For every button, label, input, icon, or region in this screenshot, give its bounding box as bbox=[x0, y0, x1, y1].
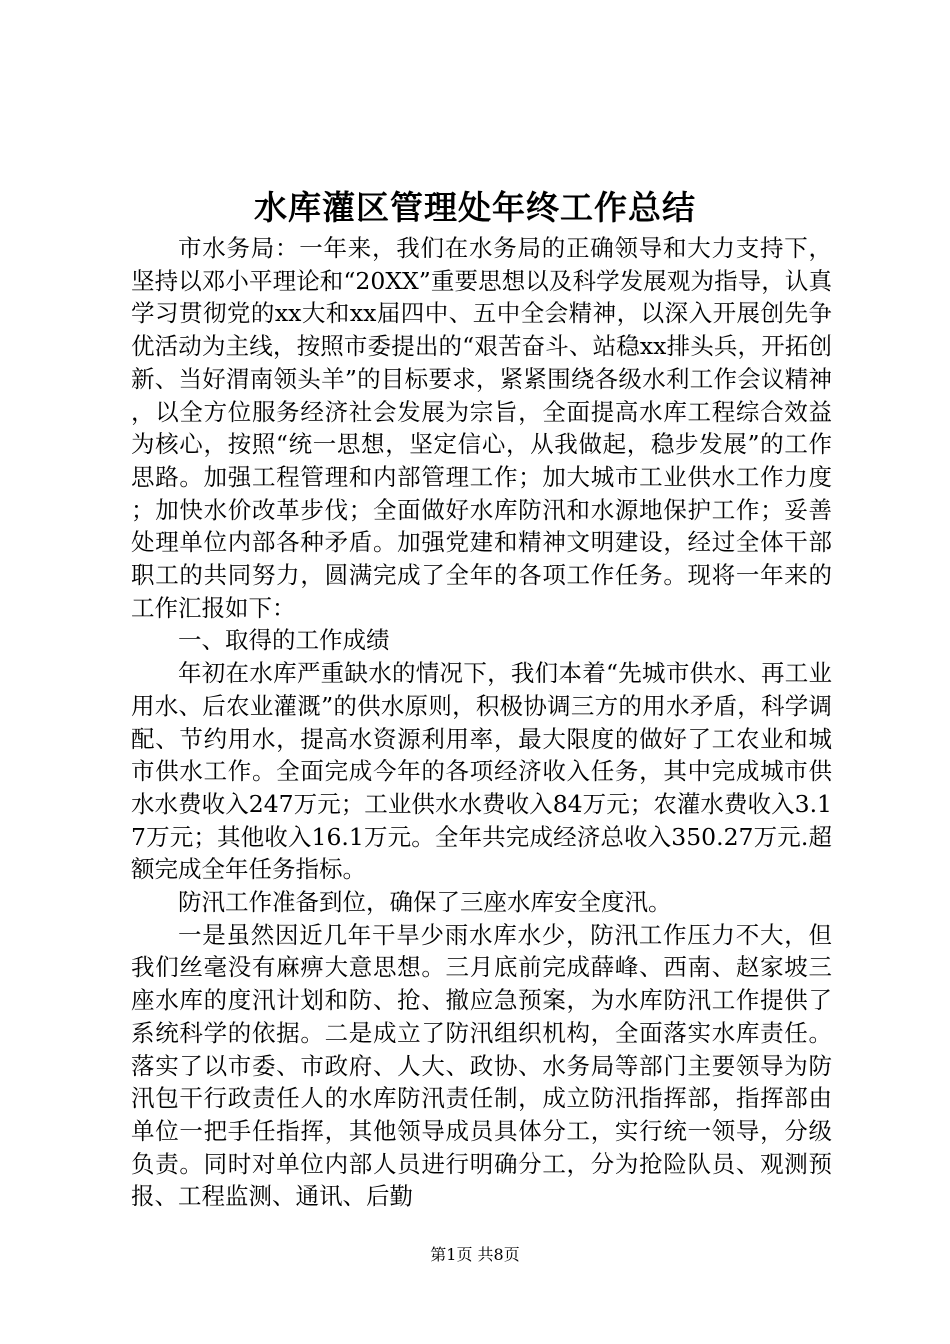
document-title: 水库灌区管理处年终工作总结 bbox=[254, 188, 696, 227]
section-heading-achievements: 一、取得的工作成绩 bbox=[178, 626, 390, 655]
document-body bbox=[131, 232, 832, 1213]
paragraph-flood-control-details: 一是虽然因近几年干旱少雨水库水少，防汛工作压力不大，但我们丝毫没有麻痹大意思想。三月底前完成薛峰、西南、赵家坡三座水库的度汛计划和防、抢、撤应急预案，为水库防汛工作提供了系统科学的依据。二是成立了防汛组织机构，全面落实水库责任。落实了以市委、市政府、人大、政协、水务局等部门主要领导为防汛包干行政责任人的水库防汛责任制，成立防汛指挥部，指挥部由单位一把手任指挥，其他领导成员具体分工，实行统一领导，分级负责。同时对单位内部人员进行明确分工，分为抢险队员、观测预报、工程监测、通讯、后勤 bbox=[131, 920, 832, 1211]
paragraph-flood-control-summary: 防汛工作准备到位，确保了三座水库安全度汛。 bbox=[178, 888, 672, 917]
page-number-footer: 第1页 共8页 bbox=[430, 1245, 520, 1264]
paragraph-intro: 市水务局：一年来，我们在水务局的正确领导和大力支持下，坚持以邓小平理论和“20XX”重要思想以及科学发展观为指导，认真学习贯彻党的xx大和xx届四中、五中全会精神，以深入开展创先争优活动为主线，按照市委提出的“艰苦奋斗、站稳xx排头兵，开拓创新、当好渭南领头羊”的目标要求，紧紧围绕各级水利工作会议精神，以全方位服务经济社会发展为宗旨，全面提高水库工程综合效益为核心，按照“统一思想，坚定信心，从我做起，稳步发展”的工作思路。加强工程管理和内部管理工作；加大城市工业供水工作力度；加快水价改革步伐；全面做好水库防汛和水源地保护工作；妥善处理单位内部各种矛盾。加强党建和精神文明建设，经过全体干部职工的共同努力，圆满完成了全年的各项工作任务。现将一年来的工作汇报如下： bbox=[131, 234, 832, 622]
paragraph-water-supply: 年初在水库严重缺水的情况下，我们本着“先城市供水、再工业用水、后农业灌溉”的供水原则，积极协调三方的用水矛盾，科学调配、节约用水，提高水资源利用率，最大限度的做好了工农业和城市供水工作。全面完成今年的各项经济收入任务，其中完成城市供水水费收入247万元；工业供水水费收入84万元；农灌水费收入3.17万元；其他收入16.1万元。全年共完成经济总收入350.27万元.超额完成全年任务指标。 bbox=[131, 659, 832, 884]
